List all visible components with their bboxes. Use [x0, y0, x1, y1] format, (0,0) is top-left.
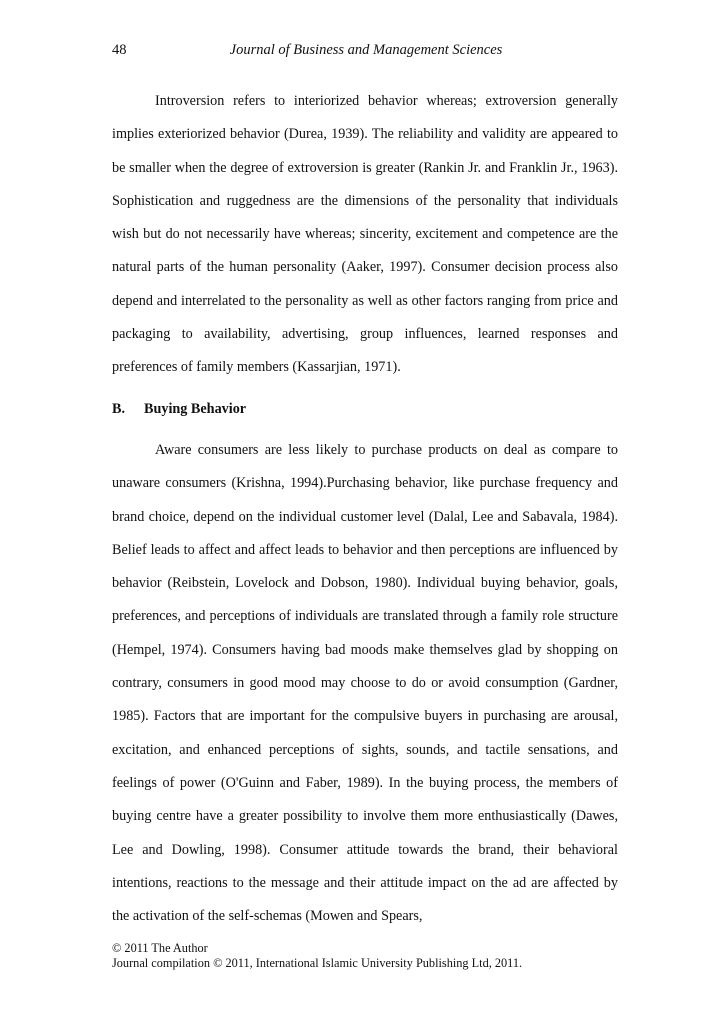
journal-title: Journal of Business and Management Sciences [229, 42, 503, 58]
running-header [112, 42, 620, 62]
page-number: 48 [112, 42, 127, 58]
copyright-line: © 2011 The Author [112, 941, 208, 955]
page-footer [112, 941, 522, 971]
section-title: Buying Behavior [144, 401, 247, 417]
section-letter: B. [112, 401, 126, 417]
section-heading [112, 396, 246, 422]
journal-compilation-line: Journal compilation © 2011, International Islamic University Publishing Ltd, 2011. [112, 956, 523, 970]
body-paragraph: Aware consumers are less likely to purchase products on deal as compare to unaware consumers (Krishna, 1994).Purchasing behavior, like purchase frequency and brand choice, depend on the individual customer level (Dalal, Lee and Sabavala, 1984). Belief leads to affect and affect leads to behavior and then perceptions are influenced by behavior (Reibstein, Lovelock and Dobson, 1980). Individual buying behavior, goals, preferences, and perceptions of individuals are translated through a family role structure (Hempel, 1974). Consumers having bad moods make themselves glad by shopping on contrary, consumers in good mood may choose to do or avoid consumption (Gardner, 1985). Factors that are important for the compulsive buyers in purchasing are arousal, excitation, and enhanced perceptions of sights, sounds, and tactile sensations, and feelings of power (O'Guinn and Faber, 1989). In the buying process, the members of buying centre have a greater possibility to involve them more enthusiastically (Dawes, Lee and Dowling, 1998). Consumer attitude towards the brand, their behavioral intentions, reactions to the message and their attitude impact on the ad are affected by the activation of the self-schemas (Mowen and Spears, [112, 442, 618, 925]
body-paragraph: Introversion refers to interiorized behavior whereas; extroversion generally implies exteriorized behavior (Durea, 1939). The reliability and validity are appeared to be smaller when the degree of extroversion is greater (Rankin Jr. and Franklin Jr., 1963). Sophistication and ruggedness are the dimensions of the personality that individuals wish but do not necessarily have whereas; sincerity, excitement and competence are the natural parts of the human personality (Aaker, 1997). Consumer decision process also depend and interrelated to the personality as well as other factors ranging from price and packaging to availability, advertising, group influences, learned responses and preferences of family members (Kassarjian, 1971). [112, 93, 618, 376]
